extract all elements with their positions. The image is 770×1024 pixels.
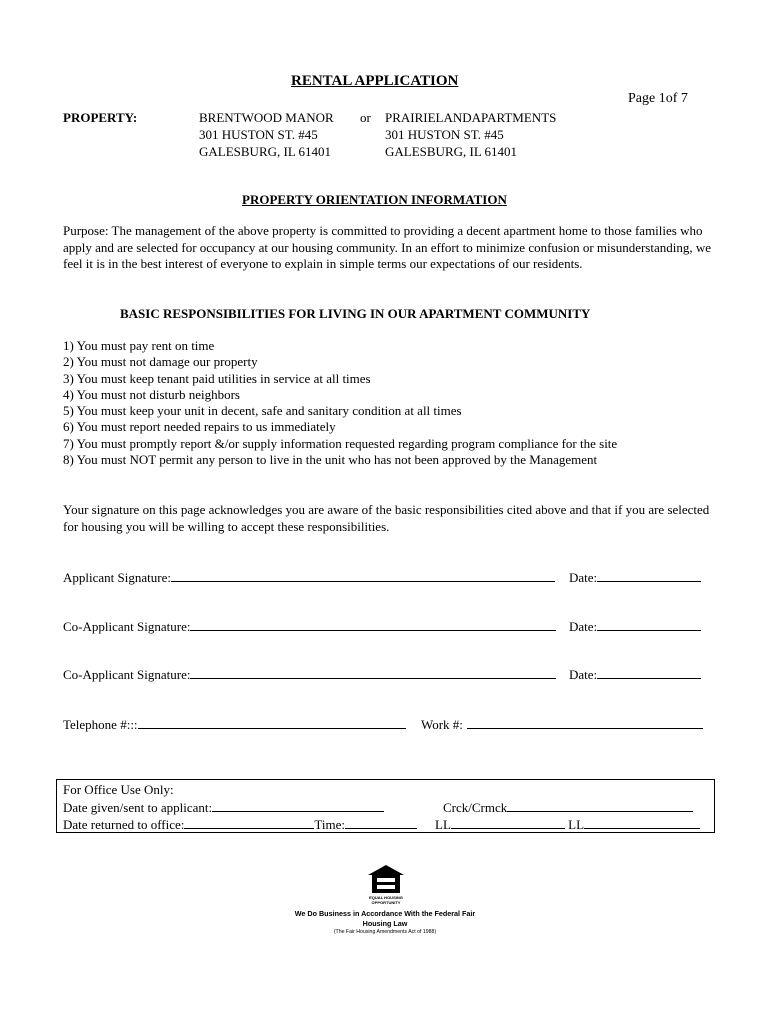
property-right-city: GALESBURG, IL 61401 xyxy=(385,144,518,159)
crck-label: Crck/Crmck xyxy=(443,800,508,815)
equal-housing-logo-icon xyxy=(366,864,406,894)
list-item: 7) You must promptly report &/or supply information requested regarding program compliance for the site xyxy=(63,435,618,451)
telephone-field[interactable] xyxy=(138,716,406,729)
date-given-row xyxy=(63,799,384,816)
work-row xyxy=(421,716,703,733)
document-title: RENTAL APPLICATION xyxy=(291,73,459,89)
co-applicant-1-date-row xyxy=(569,618,701,635)
list-item: 5) You must keep your unit in decent, safe and sanitary condition at all times xyxy=(63,403,462,419)
list-item: 1) You must pay rent on time xyxy=(63,338,215,353)
responsibilities-heading: BASIC RESPONSIBILITIES FOR LIVING IN OUR APARTMENT COMMUNITY xyxy=(120,306,591,321)
time-field[interactable] xyxy=(345,816,417,829)
purpose-paragraph: Purpose: The management of the above property is committed to providing a decent apartment home to those families who apply and are selected for occupancy at our housing community. In an effort to minimize confusion or misunderstanding, we feel it is in the best interest of everyone to explain in simple terms our expectations of our residents. xyxy=(63,223,712,271)
page-number: Page 1of 7 xyxy=(628,91,688,106)
co-applicant-2-date-field[interactable] xyxy=(597,666,701,679)
work-field[interactable] xyxy=(467,716,703,729)
orientation-heading: PROPERTY ORIENTATION INFORMATION xyxy=(242,192,507,207)
list-item: 8) You must NOT permit any person to live in the unit who has not been approved by the Management xyxy=(63,452,598,468)
co-applicant-1-signature-field[interactable] xyxy=(190,618,556,631)
list-item: 2) You must not damage our property xyxy=(63,354,258,370)
property-left-address: 301 HUSTON ST. #45 xyxy=(199,127,318,142)
date-returned-label: Date returned to office: xyxy=(63,817,185,832)
applicant-date-label: Date: xyxy=(569,570,598,585)
list-item: 6) You must report needed repairs to us immediately xyxy=(63,419,336,435)
co-applicant-2-date-row xyxy=(569,666,701,683)
ll-2-field[interactable] xyxy=(584,816,700,829)
applicant-date-field[interactable] xyxy=(597,569,701,582)
applicant-signature-field[interactable] xyxy=(171,569,555,582)
list-item: 3) You must keep tenant paid utilities in service at all times xyxy=(63,370,371,386)
co-applicant-1-date-field[interactable] xyxy=(597,618,701,631)
property-left-city: GALESBURG, IL 61401 xyxy=(199,144,332,159)
co-applicant-2-date-label: Date: xyxy=(569,667,598,682)
office-title: For Office Use Only: xyxy=(63,782,174,797)
co-applicant-1-signature-row xyxy=(63,618,556,635)
co-applicant-1-date-label: Date: xyxy=(569,619,598,634)
date-given-field[interactable] xyxy=(212,799,384,812)
co-applicant-2-signature-field[interactable] xyxy=(190,666,556,679)
acknowledgement-paragraph: Your signature on this page acknowledges you are aware of the basic responsibilities cited above and that if you are selected for housing you will be willing to accept these responsibilities. xyxy=(63,502,710,534)
list-item: 4) You must not disturb neighbors xyxy=(63,386,240,402)
date-given-label: Date given/sent to applicant: xyxy=(63,800,213,815)
logo-caption xyxy=(348,895,424,905)
property-or: or xyxy=(360,110,371,125)
property-label: PROPERTY: xyxy=(63,110,138,125)
telephone-row xyxy=(63,716,406,733)
applicant-signature-label: Applicant Signature: xyxy=(63,570,171,585)
co-applicant-2-signature-row xyxy=(63,666,556,683)
responsibilities-list xyxy=(63,338,617,468)
applicant-signature-row xyxy=(63,569,555,586)
logo-caption-line-1: EQUAL HOUSING xyxy=(369,895,403,900)
date-returned-row xyxy=(63,816,417,833)
ll-row xyxy=(435,816,700,833)
telephone-label: Telephone #::: xyxy=(63,717,138,732)
co-applicant-2-signature-label: Co-Applicant Signature: xyxy=(63,667,191,682)
footer-line-3: (The Fair Housing Amendments Act of 1988) xyxy=(333,929,437,935)
footer-line-1: We Do Business in Accordance With the Federal Fair xyxy=(294,909,476,918)
work-label: Work #: xyxy=(421,717,463,732)
crck-field[interactable] xyxy=(507,799,693,812)
ll-1-field[interactable] xyxy=(451,816,565,829)
footer-line-2: Housing Law xyxy=(362,919,408,928)
property-left-name: BRENTWOOD MANOR xyxy=(199,110,334,125)
ll-1-label: LL xyxy=(435,817,451,832)
applicant-date-row xyxy=(569,569,701,586)
ll-2-label: LL xyxy=(568,817,585,832)
date-returned-field[interactable] xyxy=(184,816,314,829)
property-right-name: PRAIRIELANDAPARTMENTS xyxy=(385,110,557,125)
time-label: Time: xyxy=(314,817,345,832)
crck-row xyxy=(443,799,693,816)
property-right-address: 301 HUSTON ST. #45 xyxy=(385,127,504,142)
logo-caption-line-2: OPPORTUNITY xyxy=(371,900,401,905)
co-applicant-1-signature-label: Co-Applicant Signature: xyxy=(63,619,191,634)
